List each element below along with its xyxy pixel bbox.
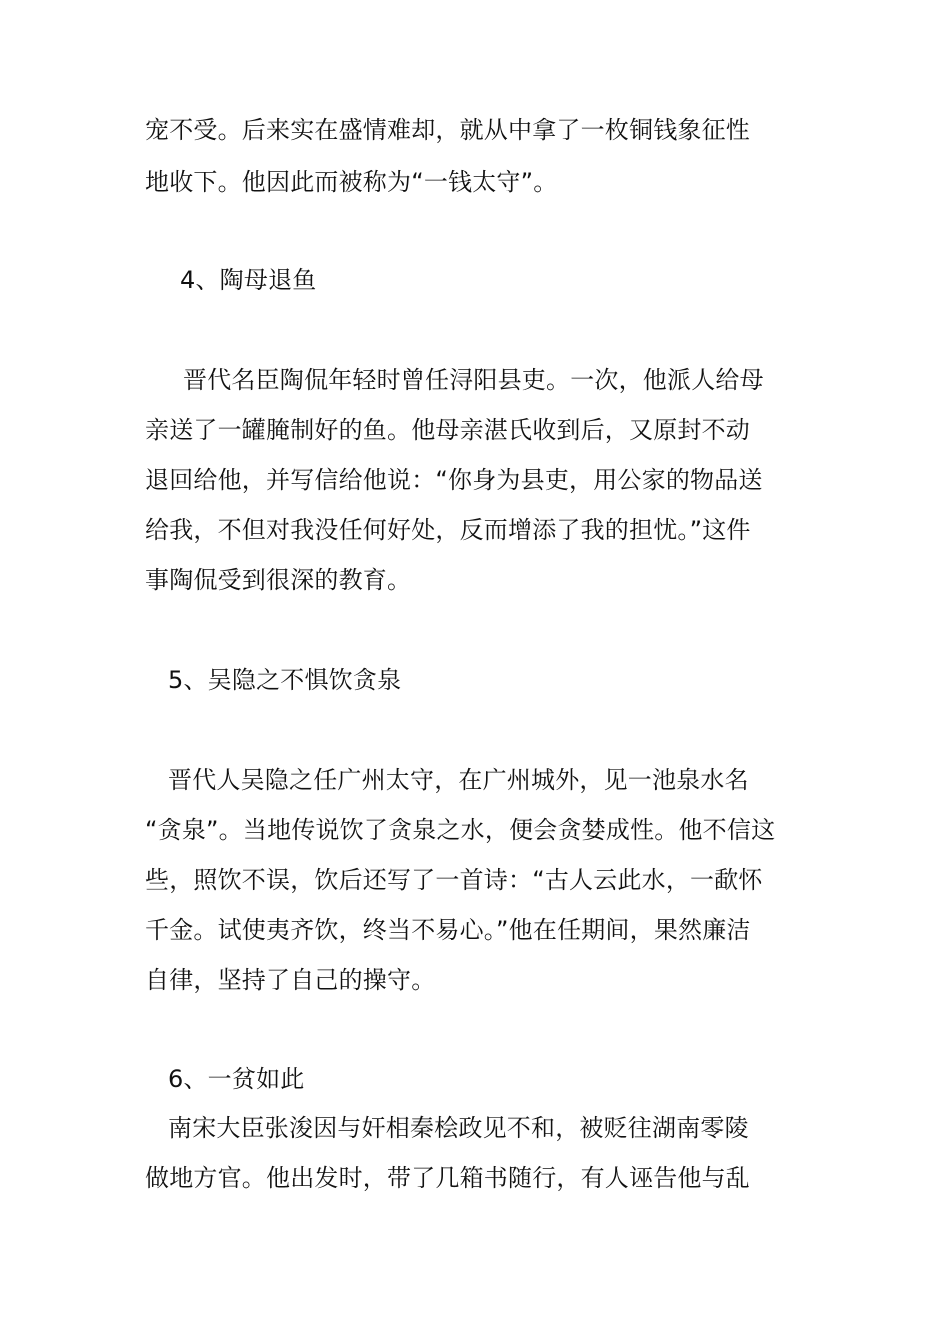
paragraph-line: 退回给他，并写信给他说：“你身为县吏，用公家的物品送 (145, 466, 763, 494)
paragraph-line: 做地方官。他出发时，带了几箱书随行，有人诬告他与乱 (145, 1164, 750, 1192)
paragraph-line: 亲送了一罐腌制好的鱼。他母亲湛氏收到后，又原封不动 (145, 416, 750, 444)
paragraph-line: 南宋大臣张浚因与奸相秦桧政见不和，被贬往湖南零陵 (168, 1114, 749, 1142)
paragraph-line: 千金。试使夷齐饮，终当不易心。”他在任期间，果然廉洁 (145, 916, 751, 944)
paragraph-line: “贪泉”。当地传说饮了贪泉之水，便会贪婪成性。他不信这 (145, 816, 776, 844)
paragraph-line: 事陶侃受到很深的教育。 (145, 566, 412, 594)
section-heading-4: 4、陶母退鱼 (180, 266, 317, 294)
section-heading-6: 6、一贫如此 (168, 1065, 305, 1093)
paragraph-line: 晋代人吴隐之任广州太守，在广州城外，见一池泉水名 (168, 766, 749, 794)
paragraph-line: 地收下。他因此而被称为“一钱太守”。 (145, 168, 558, 196)
paragraph-line: 些，照饮不误，饮后还写了一首诗：“古人云此水，一歃怀 (145, 866, 763, 894)
paragraph-line: 给我，不但对我没任何好处，反而增添了我的担忧。”这件 (145, 516, 751, 544)
section-heading-5: 5、吴隐之不惧饮贪泉 (168, 666, 402, 694)
paragraph-line: 宠不受。后来实在盛情难却，就从中拿了一枚铜钱象征性 (145, 116, 750, 144)
paragraph-line: 晋代名臣陶侃年轻时曾任浔阳县吏。一次，他派人给母 (183, 366, 764, 394)
paragraph-line: 自律，坚持了自己的操守。 (145, 966, 436, 994)
